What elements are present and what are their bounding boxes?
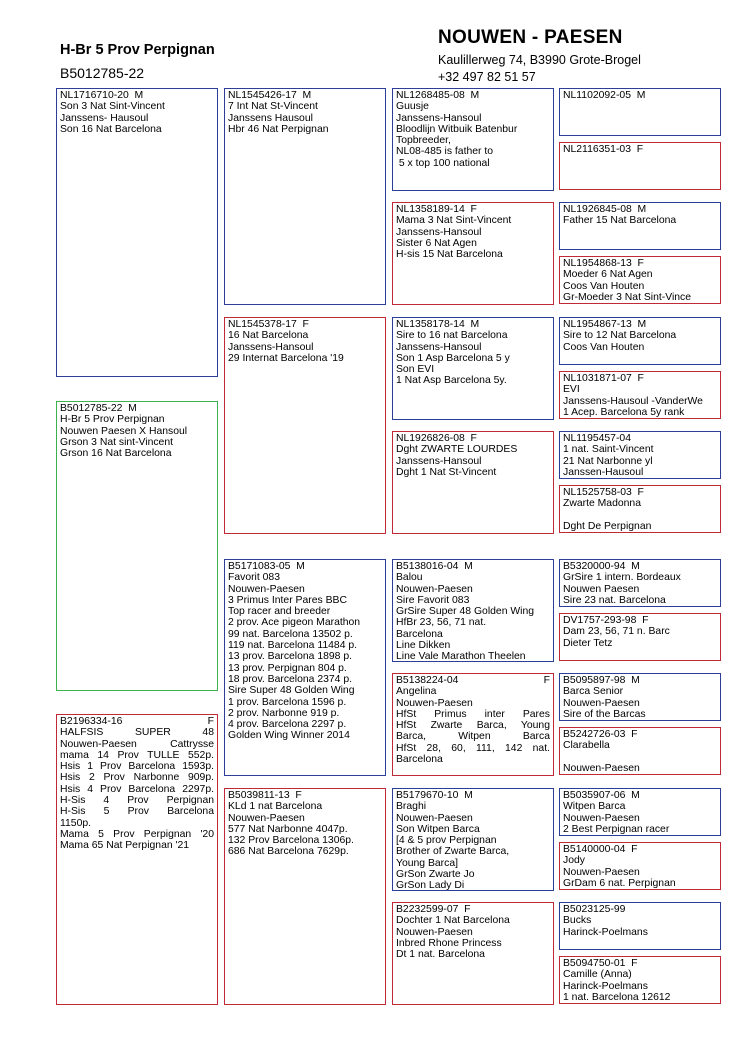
- info-line: Angelina: [396, 686, 437, 698]
- page-title: H-Br 5 Prov Perpignan: [60, 42, 215, 58]
- loft-name: NOUWEN - PAESEN: [438, 27, 623, 48]
- info-line: 2 prov. Narbonne 919 p.: [228, 707, 340, 719]
- info-line: 2 prov. Ace pigeon Marathon: [228, 617, 361, 629]
- info-line: Hsis 2 Prov Narbonne 909p.: [60, 772, 214, 784]
- info-line: 99 nat. Barcelona 13502 p.: [228, 628, 353, 640]
- info-line: Son 3 Nat Sint-Vincent: [60, 101, 165, 113]
- subject-ring-number: B5012785-22: [60, 65, 145, 81]
- info-line: HALFSIS SUPER 48: [60, 727, 214, 739]
- info-line: Dam 23, 56, 71 n. Barc: [563, 626, 670, 638]
- info-line: Mama 5 Prov Perpignan '20: [60, 828, 214, 840]
- info-line: Barcelona: [396, 754, 443, 766]
- info-line: Janssens-Hansoul: [396, 226, 482, 238]
- pedigree-gen4-10: [559, 613, 721, 661]
- info-line: Nouwen-Paesen: [396, 812, 473, 824]
- info-line: Nouwen-Paesen: [228, 583, 305, 595]
- info-line: Janssens-Hansoul: [396, 455, 482, 467]
- info-line: 2 Best Perpignan racer: [563, 823, 670, 835]
- pedigree-fmf: [392, 317, 554, 420]
- pedigree-gen4-13: [559, 788, 721, 836]
- info-line: Nouwen-Paesen: [396, 697, 473, 709]
- info-line: 1 nat. Barcelona 12612: [563, 991, 671, 1003]
- info-line: Son 16 Nat Barcelona: [60, 123, 162, 135]
- info-line: [563, 752, 717, 763]
- pedigree-father: [56, 88, 218, 377]
- info-line: 18 prov. Barcelona 2374 p.: [228, 673, 353, 685]
- pedigree-gen4-01: [559, 88, 721, 136]
- info-line: Top racer and breeder: [228, 606, 331, 618]
- info-line: Dght 1 Nat St-Vincent: [396, 466, 497, 478]
- ring-number: NL1954868-13 F: [563, 258, 644, 269]
- info-line: Zwarte Madonna: [563, 498, 641, 510]
- ring-number: B5140000-04 F: [563, 844, 638, 855]
- ring-number: NL1716710-20 M: [60, 90, 144, 101]
- info-line: Clarabella: [563, 740, 610, 752]
- ring-number: B5094750-01 F: [563, 958, 638, 969]
- info-line: 4 prov. Barcelona 2297 p.: [228, 719, 347, 731]
- info-line: NL08-485 is father to: [396, 146, 494, 158]
- info-line: Sire of the Barcas: [563, 708, 646, 720]
- info-line: Sister 6 Nat Agen: [396, 237, 477, 249]
- info-line: 13 prov. Perpignan 804 p.: [228, 662, 347, 674]
- pedigree-father-sire: [224, 88, 386, 305]
- info-line: H-Sis 4 Prov Perpignan: [60, 795, 214, 807]
- info-line: Jody: [563, 855, 585, 867]
- info-line: Inbred Rhone Princess: [396, 937, 502, 949]
- info-line: [563, 510, 717, 521]
- pedigree-gen4-16: [559, 956, 721, 1004]
- info-line: Janssens- Hausoul: [60, 112, 149, 124]
- info-line: 1 nat. Saint-Vincent: [563, 444, 654, 456]
- info-line: HfSt Primus inter Pares: [396, 708, 550, 720]
- pedigree-gen4-15: [559, 902, 721, 950]
- ring-number: B5320000-94 M: [563, 561, 640, 572]
- ring-number: NL1031871-07 F: [563, 373, 644, 384]
- info-line: 577 Nat Narbonne 4047p.: [228, 823, 348, 835]
- info-line: Sire 23 nat. Barcelona: [563, 594, 666, 606]
- ring-number: B5242726-03 F: [563, 729, 638, 740]
- info-line: Hbr 46 Nat Perpignan: [228, 123, 329, 135]
- info-line: Son 1 Asp Barcelona 5 y: [396, 352, 510, 364]
- pedigree-mother-dam: [224, 788, 386, 1005]
- ring-number: B5039811-13 F: [228, 790, 302, 801]
- info-line: Barca Senior: [563, 686, 624, 698]
- ring-number: B5179670-10 M: [396, 790, 473, 801]
- pedigree-gen4-03: [559, 202, 721, 250]
- pedigree-subject: [56, 401, 218, 691]
- info-line: 13 prov. Barcelona 1898 p.: [228, 651, 353, 663]
- ring-number: B5035907-06 M: [563, 790, 640, 801]
- ring-number: NL1195457-04: [563, 433, 631, 444]
- info-line: Hsis 1 Prov Barcelona 1593p.: [60, 761, 214, 773]
- info-line: Young Barca]: [396, 857, 459, 869]
- info-line: Mama 3 Nat Sint-Vincent: [396, 215, 512, 227]
- info-line: Barcelona: [396, 628, 443, 640]
- info-line: Nouwen-Paesen: [563, 762, 640, 774]
- info-line: Grson 16 Nat Barcelona: [60, 448, 172, 460]
- info-line: EVI: [563, 384, 580, 396]
- ring-number: NL1926826-08 F: [396, 433, 477, 444]
- info-line: Father 15 Nat Barcelona: [563, 215, 677, 227]
- info-line: Gr-Moeder 3 Nat Sint-Vince: [563, 291, 692, 303]
- pedigree-gen4-08: [559, 485, 721, 533]
- info-line: Coos Van Houten: [563, 280, 645, 292]
- info-line: mama 14 Prov TULLE 552p.: [60, 749, 214, 761]
- pedigree-fff: [392, 88, 554, 191]
- info-line: Brother of Zwarte Barca,: [396, 846, 510, 858]
- info-line: Nouwen-Paesen: [563, 866, 640, 878]
- info-line: Sire to 16 nat Barcelona: [396, 330, 508, 342]
- info-line: Nouwen-Paesen: [563, 812, 640, 824]
- info-line: Favorit 083: [228, 572, 280, 584]
- ring-number: B2232599-07 F: [396, 904, 471, 915]
- info-line: 1 Acep. Barcelona 5y rank: [563, 406, 685, 418]
- info-line: Dieter Tetz: [563, 637, 613, 649]
- info-line: 29 Internat Barcelona '19: [228, 352, 344, 364]
- pedigree-gen4-05: [559, 317, 721, 365]
- pedigree-ffm: [392, 202, 554, 305]
- info-line: Sire to 12 Nat Barcelona: [563, 330, 677, 342]
- info-line: Barca, Witpen Barca: [396, 731, 550, 743]
- ring-number: B2196334-16 F: [60, 716, 214, 727]
- info-line: Harinck-Poelmans: [563, 980, 648, 992]
- ring-number: NL1358189-14 F: [396, 204, 477, 215]
- info-line: Witpen Barca: [563, 801, 626, 813]
- info-line: GrSon Lady Di: [396, 880, 465, 891]
- pedigree-gen4-02: [559, 142, 721, 190]
- info-line: Line Dikken: [396, 640, 451, 652]
- info-line: Mama 65 Nat Perpignan '21: [60, 840, 190, 852]
- info-line: Nouwen-Paesen: [396, 926, 473, 938]
- ring-number: NL1525758-03 F: [563, 487, 644, 498]
- info-line: Janssens-Hansoul: [396, 112, 482, 124]
- ring-number: B5171083-05 M: [228, 561, 305, 572]
- info-line: Nouwen Paesen: [563, 583, 640, 595]
- info-line: Sire Favorit 083: [396, 594, 470, 606]
- info-line: Coos Van Houten: [563, 341, 645, 353]
- ring-number: NL1358178-14 M: [396, 319, 480, 330]
- pedigree-mother: [56, 714, 218, 1005]
- info-line: Hsis 4 Prov Barcelona 2297p.: [60, 783, 214, 795]
- ring-number: B5138224-04 F: [396, 675, 550, 686]
- info-line: Camille (Anna): [563, 969, 632, 981]
- info-line: GrSon Zwarte Jo: [396, 869, 475, 881]
- info-line: 16 Nat Barcelona: [228, 330, 309, 342]
- info-line: Janssens-Hausoul -VanderWe: [563, 395, 703, 407]
- pedigree-gen4-12: [559, 727, 721, 775]
- info-line: 686 Nat Barcelona 7629p.: [228, 846, 349, 858]
- info-line: H-Br 5 Prov Perpignan: [60, 414, 165, 426]
- ring-number: NL1954867-13 M: [563, 319, 647, 330]
- info-line: GrSire Super 48 Golden Wing: [396, 606, 535, 618]
- info-line: Topbreeder,: [396, 135, 451, 147]
- ring-number: NL2116351-03 F: [563, 144, 644, 155]
- pedigree-mff: [392, 559, 554, 662]
- info-line: Grson 3 Nat sint-Vincent: [60, 436, 174, 448]
- ring-number: NL1102092-05 M: [563, 90, 646, 101]
- info-line: Janssens-Hansoul: [396, 341, 482, 353]
- info-line: GrSire 1 intern. Bordeaux: [563, 572, 681, 584]
- ring-number: B5023125-99: [563, 904, 626, 915]
- info-line: HfSt 28, 60, 111, 142 nat.: [396, 742, 550, 754]
- info-line: 119 nat. Barcelona 11484 p.: [228, 640, 358, 652]
- info-line: 132 Prov Barcelona 1306p.: [228, 835, 354, 847]
- pedigree-gen4-09: [559, 559, 721, 607]
- info-line: Son Witpen Barca: [396, 823, 480, 835]
- info-line: Nouwen-Paesen: [563, 697, 640, 709]
- info-line: Dght De Perpignan: [563, 520, 652, 532]
- info-line: Balou: [396, 572, 423, 584]
- pedigree-gen4-14: [559, 842, 721, 890]
- info-line: H-sis 15 Nat Barcelona: [396, 249, 503, 261]
- info-line: Nouwen-Paesen Cattrysse: [60, 738, 214, 750]
- info-line: Dt 1 nat. Barcelona: [396, 949, 485, 961]
- info-line: H-Sis 5 Prov Barcelona: [60, 806, 214, 818]
- info-line: Nouwen-Paesen: [228, 812, 305, 824]
- info-line: Son EVI: [396, 364, 435, 376]
- info-line: 1150p.: [60, 817, 92, 829]
- info-line: [4 & 5 prov Perpignan: [396, 835, 497, 847]
- ring-number: B5095897-98 M: [563, 675, 640, 686]
- info-line: GrDam 6 nat. Perpignan: [563, 877, 676, 889]
- info-line: 5 x top 100 national: [396, 157, 490, 169]
- pedigree-gen4-11: [559, 673, 721, 721]
- info-line: Janssens-Hansoul: [228, 341, 314, 353]
- info-line: Golden Wing Winner 2014: [228, 730, 350, 742]
- info-line: Bloodlijn Witbuik Batenbur: [396, 123, 518, 135]
- info-line: 1 prov. Barcelona 1596 p.: [228, 696, 347, 708]
- pedigree-father-dam: [224, 317, 386, 534]
- ring-number: B5138016-04 M: [396, 561, 473, 572]
- info-line: Nouwen Paesen X Hansoul: [60, 425, 188, 437]
- ring-number: NL1268485-08 M: [396, 90, 480, 101]
- pedigree-mother-sire: [224, 559, 386, 776]
- info-line: Bucks: [563, 915, 592, 927]
- info-line: Nouwen-Paesen: [396, 583, 473, 595]
- pedigree-fmm: [392, 431, 554, 534]
- info-line: Sire Super 48 Golden Wing: [228, 685, 355, 697]
- info-line: 21 Nat Narbonne yl: [563, 455, 653, 467]
- info-line: 1 Nat Asp Barcelona 5y.: [396, 375, 507, 387]
- ring-number: B5012785-22 M: [60, 403, 137, 414]
- loft-phone: +32 497 82 51 57: [438, 70, 536, 84]
- ring-number: NL1545378-17 F: [228, 319, 309, 330]
- loft-address: Kaulillerweg 74, B3990 Grote-Brogel: [438, 53, 641, 67]
- ring-number: DV1757-293-98 F: [563, 615, 649, 626]
- info-line: Janssen-Hausoul: [563, 466, 644, 478]
- pedigree-gen4-07: [559, 431, 721, 479]
- pedigree-gen4-04: [559, 256, 721, 304]
- info-line: Janssens Hausoul: [228, 112, 313, 124]
- info-line: HfBr 23, 56, 71 nat.: [396, 617, 487, 629]
- pedigree-gen4-06: [559, 371, 721, 419]
- info-line: Moeder 6 Nat Agen: [563, 269, 653, 281]
- pedigree-mmf: [392, 788, 554, 891]
- info-line: HfSt Zwarte Barca, Young: [396, 720, 550, 732]
- info-line: KLd 1 nat Barcelona: [228, 801, 323, 813]
- ring-number: NL1926845-08 M: [563, 204, 647, 215]
- info-line: Braghi: [396, 801, 427, 813]
- info-line: Line Vale Marathon Theelen: [396, 651, 526, 662]
- info-line: Guusje: [396, 101, 429, 113]
- info-line: Harinck-Poelmans: [563, 926, 648, 938]
- info-line: Dght ZWARTE LOURDES: [396, 444, 518, 456]
- pedigree-mmm: [392, 902, 554, 1005]
- info-line: 3 Primus Inter Pares BBC: [228, 594, 347, 606]
- info-line: 7 Int Nat St-Vincent: [228, 101, 318, 113]
- pedigree-mfm: [392, 673, 554, 776]
- info-line: Dochter 1 Nat Barcelona: [396, 915, 510, 927]
- ring-number: NL1545426-17 M: [228, 90, 312, 101]
